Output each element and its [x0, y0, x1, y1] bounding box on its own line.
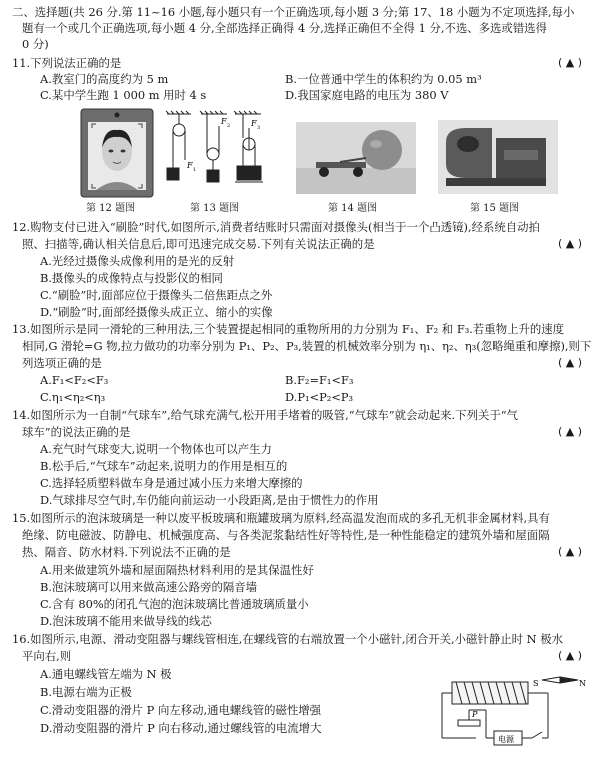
q14-option-c: C.选择轻质塑料做车身是通过减小压力来增大摩擦的 — [40, 476, 303, 490]
q12-answer-blank[interactable]: ( ▲ ) — [557, 237, 582, 250]
q16-answer-blank[interactable]: ( ▲ ) — [557, 649, 582, 662]
fig16-solenoid-circuit — [436, 676, 586, 746]
fig14-caption: 第 14 题图 — [328, 203, 378, 214]
q16-option-c: C.滑动变阻器的滑片 P 向左移动,通电螺线管的磁性增强 — [40, 703, 322, 717]
fig12-caption: 第 12 题图 — [86, 203, 136, 214]
section-header-line-1: 二、选择题(共 26 分.第 11~16 小题,每小题只有一个正确选项,每小题 3 分;第 17、18 小题为不定项选择,每小 — [12, 5, 575, 19]
q12-option-b: B.摄像头的成像特点与投影仪的相同 — [40, 271, 223, 285]
fig13-pulley-diagrams — [165, 110, 265, 192]
q15-option-d: D.泡沫玻璃不能用来做导线的线芯 — [40, 614, 212, 628]
q15-stem-line-3: 热、隔音、防水材料.下列说法不正确的是 — [22, 545, 231, 559]
q11-option-b: B.一位普通中学生的体积约为 0.05 m³ — [285, 72, 482, 86]
slider-p-label: P — [472, 710, 478, 719]
q13-option-c: C.η₁<η₂<η₃ — [40, 390, 106, 404]
q16-option-b: B.电源右端为正极 — [40, 685, 132, 699]
q13-option-a: A.F₁<F₂<F₃ — [40, 373, 109, 387]
q11-option-d: D.我国家庭电路的电压为 380 V — [285, 88, 449, 102]
q13-stem-line-1: 13.如图所示是同一滑轮的三种用法,三个装置提起相同的重物所用的力分别为 F₁、F₂ 和 F₃.若重物上升的速度 — [12, 322, 565, 336]
f3-sub: 3 — [257, 125, 261, 131]
section-header-line-2: 题有一个或几个正确选项,每小题 4 分,全部选择正确得 4 分,选择正确但不全得 1 分,不选、多选或错选得 — [22, 21, 547, 35]
f2-label: F — [221, 117, 227, 126]
q14-answer-blank[interactable]: ( ▲ ) — [557, 425, 582, 438]
fig15-foam-glass-photo — [438, 120, 558, 194]
q11-answer-blank[interactable]: ( ▲ ) — [557, 56, 582, 69]
q16-option-a: A.通电螺线管左端为 N 极 — [40, 667, 172, 681]
q13-option-d: D.P₁<P₂<P₃ — [285, 390, 354, 404]
needle-s-label: S — [533, 679, 539, 688]
fig13-caption: 第 13 题图 — [190, 203, 240, 214]
q12-option-d: D.“刷脸”时,面部经摄像头成正立、缩小的实像 — [40, 305, 273, 319]
q14-option-a: A.充气时气球变大,说明一个物体也可以产生力 — [40, 442, 272, 456]
f1-sub: 1 — [193, 167, 197, 173]
q14-option-b: B.松手后,“气球车”动起来,说明力的作用是相互的 — [40, 459, 288, 473]
q16-option-d: D.滑动变阻器的滑片 P 向右移动,通过螺线管的电流增大 — [40, 721, 322, 735]
q13-option-b: B.F₂=F₁<F₃ — [285, 373, 354, 387]
f1-label: F — [187, 161, 193, 170]
q12-option-a: A.光经过摄像头成像利用的是光的反射 — [40, 254, 235, 268]
q14-stem-line-1: 14.如图所示为一自制“气球车”,给气球充满气,松开用手堵着的吸管,“气球车”就会动起来.下列关于“气 — [12, 408, 518, 422]
power-source-label: 电源 — [498, 735, 514, 744]
q11-option-c: C.某中学生跑 1 000 m 用时 4 s — [40, 88, 207, 102]
q16-stem-line-1: 16.如图所示,电源、滑动变阻器与螺线管相连,在螺线管的右端放置一个小磁针,闭合开关,小磁针静止时 N 极水 — [12, 632, 563, 646]
q12-option-c: C.“刷脸”时,面部应位于摄像头二倍焦距点之外 — [40, 288, 273, 302]
q15-option-c: C.含有 80%的闭孔气泡的泡沫玻璃比普通玻璃质量小 — [40, 597, 309, 611]
f3-label: F — [251, 119, 257, 128]
q12-stem-line-1: 12.购物支付已进入“刷脸”时代,如图所示,消费者结账时只需面对摄像头(相当于一个凸透镜),经系统自动拍 — [12, 220, 540, 234]
fig14-balloon-car-photo — [296, 122, 416, 194]
q15-option-a: A.用来做建筑外墙和屋面隔热材料利用的是其保温性好 — [40, 563, 314, 577]
q14-option-d: D.气球排尽空气时,车仍能向前运动一小段距离,是由于惯性力的作用 — [40, 493, 379, 507]
q11-stem: 11.下列说法正确的是 — [12, 56, 122, 70]
q15-option-b: B.泡沫玻璃可以用来做高速公路旁的隔音墙 — [40, 580, 258, 594]
q13-answer-blank[interactable]: ( ▲ ) — [557, 356, 582, 369]
fig12-face-scan-kiosk — [80, 108, 154, 198]
q13-stem-line-3: 列选项正确的是 — [22, 356, 102, 370]
q15-stem-line-1: 15.如图所示的泡沫玻璃是一种以废平板玻璃和瓶罐玻璃为原料,经高温发泡而成的多孔无机非金属材料,具有 — [12, 511, 550, 525]
q11-option-a: A.教室门的高度约为 5 m — [40, 72, 169, 86]
q12-stem-line-2: 照、扫描等,确认相关信息后,即可迅速完成交易.下列有关说法正确的是 — [22, 237, 375, 251]
needle-n-label: N — [579, 679, 586, 688]
q13-stem-line-2: 相同,G 滑轮=G 物,拉力做功的功率分别为 P₁、P₂、P₃,装置的机械效率分别为 η₁、η₂、η₃(忽略绳重和摩擦),则下 — [22, 339, 592, 353]
q14-stem-line-2: 球车”的说法正确的是 — [22, 425, 131, 439]
q15-answer-blank[interactable]: ( ▲ ) — [557, 545, 582, 558]
fig15-caption: 第 15 题图 — [470, 203, 520, 214]
section-header-line-3: 0 分) — [22, 37, 49, 51]
q15-stem-line-2: 绝缘、防电磁波、防静电、机械强度高、与各类泥浆黏结性好等特性,是一种性能稳定的建筑外墙和屋面隔 — [22, 528, 550, 542]
q16-stem-line-2: 平向右,则 — [22, 649, 72, 663]
f2-sub: 2 — [227, 123, 231, 129]
